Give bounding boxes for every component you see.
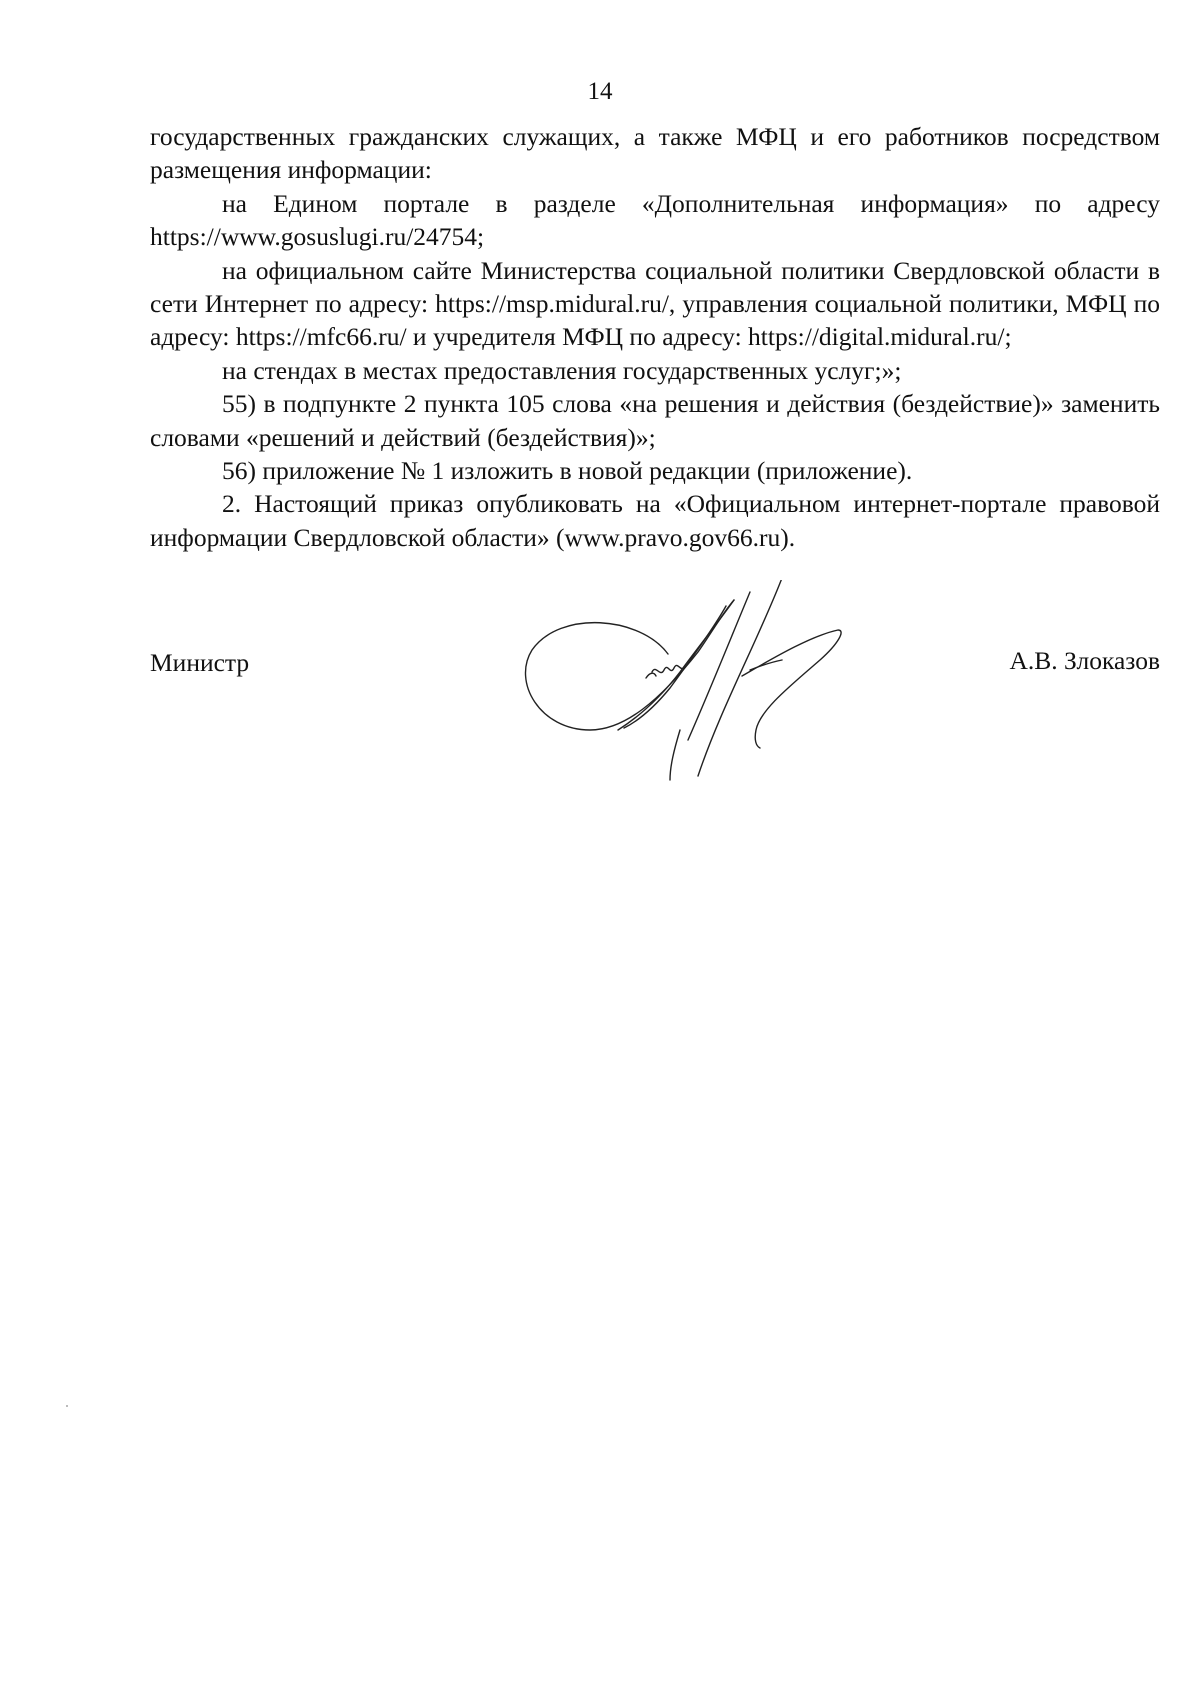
- paragraph-item-55: 55) в подпункте 2 пункта 105 слова «на решения и действия (бездействие)» заменить словами «решений и действий (бездействия)»;: [150, 389, 1160, 452]
- paragraph-publication: 2. Настоящий приказ опубликовать на «Официальном интернет-портале правовой информации Свердловской области» (www.pravo.gov66.ru).: [150, 489, 1160, 552]
- signatory-name: А.В. Злоказов: [1009, 646, 1160, 675]
- paragraph-stands: на стендах в местах предоставления государственных услуг;»;: [222, 355, 902, 385]
- page-number: 14: [587, 78, 613, 105]
- signatory-title: Министр: [150, 648, 250, 677]
- document-body: [150, 120, 1160, 554]
- paragraph-official-sites: на официальном сайте Министерства социальной политики Свердловской области в сети Интернет по адресу: https://msp.midural.ru/, управления социальной политики, МФЦ по адресу: https://mfc66.ru/ и учредителя МФЦ по адресу: https://digital.midural.ru/;: [150, 255, 1160, 352]
- scan-speck: [66, 1405, 68, 1407]
- paragraph-single-portal: на Едином портале в разделе «Дополнительная информация» по адресу https://www.gosuslugi.ru/24754;: [150, 188, 1160, 252]
- handwritten-signature: [520, 580, 880, 800]
- paragraph-item-56: 56) приложение № 1 изложить в новой редакции (приложение).: [222, 456, 913, 486]
- paragraph-continuation: государственных гражданских служащих, а также МФЦ и его работников посредством размещения информации:: [150, 122, 1160, 185]
